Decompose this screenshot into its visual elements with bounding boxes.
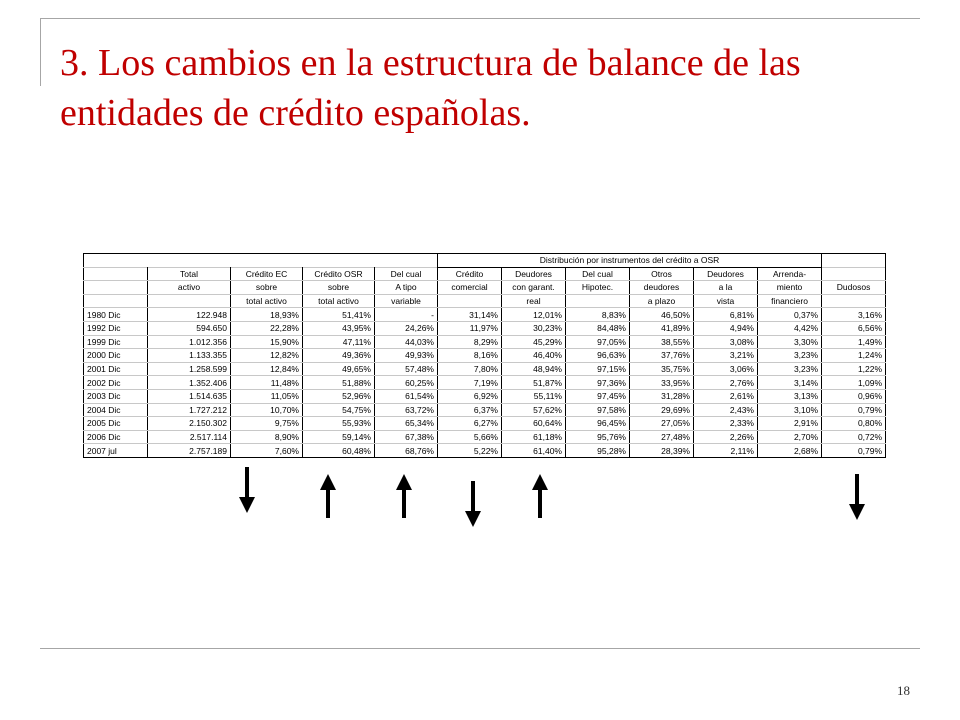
arrow-down-icon xyxy=(239,467,255,513)
column-header xyxy=(822,267,886,281)
table-cell: 2.757.189 xyxy=(148,444,231,458)
table-cell: 15,90% xyxy=(231,335,303,349)
table-cell: 65,34% xyxy=(375,417,438,431)
table-cell: 7,19% xyxy=(438,376,502,390)
table-cell: 96,45% xyxy=(566,417,630,431)
table-cell: 3,10% xyxy=(758,403,822,417)
table-cell: 4,42% xyxy=(758,321,822,335)
table-cell: 3,30% xyxy=(758,335,822,349)
row-label: 1999 Dic xyxy=(84,335,148,349)
table-cell: 7,80% xyxy=(438,362,502,376)
column-header: total activo xyxy=(231,294,303,308)
table-cell: 0,79% xyxy=(822,403,886,417)
table-cell: 97,45% xyxy=(566,389,630,403)
table-cell: 61,18% xyxy=(502,430,566,444)
table-cell: 8,29% xyxy=(438,335,502,349)
table-cell: 41,89% xyxy=(630,321,694,335)
table-cell: 2.517.114 xyxy=(148,430,231,444)
table-cell: 97,05% xyxy=(566,335,630,349)
row-label-header xyxy=(84,294,148,308)
table-cell: 43,95% xyxy=(303,321,375,335)
table-cell: 2,11% xyxy=(694,444,758,458)
table-cell: 2,68% xyxy=(758,444,822,458)
column-header-row xyxy=(84,281,886,295)
arrow-up-icon xyxy=(320,474,336,518)
table-cell: 24,26% xyxy=(375,321,438,335)
table-cell: 2,76% xyxy=(694,376,758,390)
table-row xyxy=(84,335,886,349)
column-header: Crédito EC xyxy=(231,267,303,281)
table-cell: 67,38% xyxy=(375,430,438,444)
table-cell: 60,64% xyxy=(502,417,566,431)
arrow-down-icon xyxy=(465,481,481,527)
table-cell: 31,28% xyxy=(630,389,694,403)
table-cell: 30,23% xyxy=(502,321,566,335)
table-cell: 3,23% xyxy=(758,362,822,376)
row-label: 2003 Dic xyxy=(84,389,148,403)
table-cell: 60,48% xyxy=(303,444,375,458)
table-cell: 31,14% xyxy=(438,308,502,322)
corner-cell xyxy=(84,254,148,268)
table-cell: 5,66% xyxy=(438,430,502,444)
table-cell: 6,37% xyxy=(438,403,502,417)
column-header: activo xyxy=(148,281,231,295)
column-header: a plazo xyxy=(630,294,694,308)
table-cell: 0,96% xyxy=(822,389,886,403)
column-header: Deudores xyxy=(694,267,758,281)
table-cell: 48,94% xyxy=(502,362,566,376)
table-cell: 12,84% xyxy=(231,362,303,376)
table-cell: 97,15% xyxy=(566,362,630,376)
table-cell: 18,93% xyxy=(231,308,303,322)
table-cell: 0,79% xyxy=(822,444,886,458)
row-label-header xyxy=(84,267,148,281)
slide-title: 3. Los cambios en la estructura de balance de las entidades de crédito españolas. xyxy=(60,42,801,134)
column-header: Del cual xyxy=(566,267,630,281)
table-row xyxy=(84,362,886,376)
table-cell: 37,76% xyxy=(630,349,694,363)
row-label: 2001 Dic xyxy=(84,362,148,376)
table-cell: 51,87% xyxy=(502,376,566,390)
table-cell: 6,56% xyxy=(822,321,886,335)
table-cell: 28,39% xyxy=(630,444,694,458)
table-row xyxy=(84,444,886,458)
table-cell: 11,97% xyxy=(438,321,502,335)
column-header xyxy=(566,294,630,308)
column-header: variable xyxy=(375,294,438,308)
table-row xyxy=(84,308,886,322)
table-cell: 8,90% xyxy=(231,430,303,444)
table-cell: - xyxy=(375,308,438,322)
table-row xyxy=(84,349,886,363)
table-cell: 12,82% xyxy=(231,349,303,363)
table-cell: 1,22% xyxy=(822,362,886,376)
row-label: 2000 Dic xyxy=(84,349,148,363)
table-cell: 27,48% xyxy=(630,430,694,444)
table-cell: 27,05% xyxy=(630,417,694,431)
table-cell: 10,70% xyxy=(231,403,303,417)
table-cell: 22,28% xyxy=(231,321,303,335)
table-row xyxy=(84,417,886,431)
row-label: 2005 Dic xyxy=(84,417,148,431)
table-cell: 49,36% xyxy=(303,349,375,363)
table-cell: 0,80% xyxy=(822,417,886,431)
table-cell: 33,95% xyxy=(630,376,694,390)
table-cell: 95,28% xyxy=(566,444,630,458)
table-cell: 3,16% xyxy=(822,308,886,322)
column-header: total activo xyxy=(303,294,375,308)
column-header: Del cual xyxy=(375,267,438,281)
table-cell: 8,16% xyxy=(438,349,502,363)
table-cell: 6,92% xyxy=(438,389,502,403)
table-cell: 1.012.356 xyxy=(148,335,231,349)
column-header: Crédito xyxy=(438,267,502,281)
table-cell: 60,25% xyxy=(375,376,438,390)
table-cell: 95,76% xyxy=(566,430,630,444)
table-cell: 11,05% xyxy=(231,389,303,403)
table-row xyxy=(84,389,886,403)
table-cell: 2,26% xyxy=(694,430,758,444)
page-number: 18 xyxy=(897,683,910,698)
table-cell: 45,29% xyxy=(502,335,566,349)
table-cell: 3,08% xyxy=(694,335,758,349)
table-cell: 1,24% xyxy=(822,349,886,363)
row-label: 1992 Dic xyxy=(84,321,148,335)
table-cell: 46,50% xyxy=(630,308,694,322)
column-header: Hipotec. xyxy=(566,281,630,295)
column-header: sobre xyxy=(303,281,375,295)
balance-structure-table xyxy=(83,253,886,458)
table-cell: 59,14% xyxy=(303,430,375,444)
column-header-row xyxy=(84,267,886,281)
table-cell: 97,58% xyxy=(566,403,630,417)
column-header: a la xyxy=(694,281,758,295)
arrow-up-icon xyxy=(396,474,412,518)
table-cell: 1.727.212 xyxy=(148,403,231,417)
table-cell: 7,60% xyxy=(231,444,303,458)
row-label: 2004 Dic xyxy=(84,403,148,417)
column-header: Dudosos xyxy=(822,281,886,295)
table-cell: 3,14% xyxy=(758,376,822,390)
table-row xyxy=(84,321,886,335)
table-row xyxy=(84,403,886,417)
column-header: financiero xyxy=(758,294,822,308)
table-cell: 2,61% xyxy=(694,389,758,403)
table-cell: 51,41% xyxy=(303,308,375,322)
table-cell: 61,40% xyxy=(502,444,566,458)
table-cell: 0,37% xyxy=(758,308,822,322)
table-cell: 35,75% xyxy=(630,362,694,376)
table-cell: 44,03% xyxy=(375,335,438,349)
table-row xyxy=(84,376,886,390)
column-header: comercial xyxy=(438,281,502,295)
table-cell: 47,11% xyxy=(303,335,375,349)
column-header: con garant. xyxy=(502,281,566,295)
table-cell: 49,93% xyxy=(375,349,438,363)
left-accent-line xyxy=(40,18,41,86)
column-header xyxy=(822,294,886,308)
table-cell: 2,33% xyxy=(694,417,758,431)
column-header: deudores xyxy=(630,281,694,295)
table-cell: 49,65% xyxy=(303,362,375,376)
table-row xyxy=(84,430,886,444)
table-cell: 1,49% xyxy=(822,335,886,349)
column-header: real xyxy=(502,294,566,308)
row-label-header xyxy=(84,281,148,295)
column-header: A tipo xyxy=(375,281,438,295)
row-label: 2002 Dic xyxy=(84,376,148,390)
column-header: Total xyxy=(148,267,231,281)
table-cell: 54,75% xyxy=(303,403,375,417)
table-cell: 51,88% xyxy=(303,376,375,390)
table-cell: 63,72% xyxy=(375,403,438,417)
table-cell: 3,06% xyxy=(694,362,758,376)
table-cell: 52,96% xyxy=(303,389,375,403)
table-cell: 84,48% xyxy=(566,321,630,335)
table-cell: 3,21% xyxy=(694,349,758,363)
table-cell: 3,23% xyxy=(758,349,822,363)
column-header xyxy=(438,294,502,308)
table-cell: 2,70% xyxy=(758,430,822,444)
table-cell: 4,94% xyxy=(694,321,758,335)
table-cell: 9,75% xyxy=(231,417,303,431)
column-header: Otros xyxy=(630,267,694,281)
column-header: Arrenda- xyxy=(758,267,822,281)
arrow-up-icon xyxy=(532,474,548,518)
column-header: sobre xyxy=(231,281,303,295)
row-label: 2006 Dic xyxy=(84,430,148,444)
table-cell: 2,91% xyxy=(758,417,822,431)
table-cell: 1.352.406 xyxy=(148,376,231,390)
table-cell: 2.150.302 xyxy=(148,417,231,431)
arrow-down-icon xyxy=(849,474,865,520)
table-cell: 96,63% xyxy=(566,349,630,363)
table-cell: 57,48% xyxy=(375,362,438,376)
table-cell: 46,40% xyxy=(502,349,566,363)
table-cell: 5,22% xyxy=(438,444,502,458)
table-cell: 12,01% xyxy=(502,308,566,322)
table-cell: 1.133.355 xyxy=(148,349,231,363)
table-cell: 3,13% xyxy=(758,389,822,403)
group-header-row xyxy=(84,254,886,268)
table-cell: 55,11% xyxy=(502,389,566,403)
table-cell: 57,62% xyxy=(502,403,566,417)
table-cell: 1.258.599 xyxy=(148,362,231,376)
bottom-divider xyxy=(40,648,920,649)
column-header: Deudores xyxy=(502,267,566,281)
column-header: Crédito OSR xyxy=(303,267,375,281)
table-cell: 122.948 xyxy=(148,308,231,322)
table-cell: 55,93% xyxy=(303,417,375,431)
column-header: miento xyxy=(758,281,822,295)
table-cell: 0,72% xyxy=(822,430,886,444)
table-cell: 97,36% xyxy=(566,376,630,390)
row-label: 2007 jul xyxy=(84,444,148,458)
column-header-row xyxy=(84,294,886,308)
column-header xyxy=(148,294,231,308)
table-cell: 68,76% xyxy=(375,444,438,458)
table-cell: 1,09% xyxy=(822,376,886,390)
table-cell: 61,54% xyxy=(375,389,438,403)
table-cell: 8,83% xyxy=(566,308,630,322)
top-divider xyxy=(40,18,920,19)
group-header: Distribución por instrumentos del crédito a OSR xyxy=(438,254,822,268)
table-cell: 2,43% xyxy=(694,403,758,417)
table-cell: 38,55% xyxy=(630,335,694,349)
table-cell: 6,81% xyxy=(694,308,758,322)
table-cell: 6,27% xyxy=(438,417,502,431)
table-cell: 29,69% xyxy=(630,403,694,417)
column-header: vista xyxy=(694,294,758,308)
row-label: 1980 Dic xyxy=(84,308,148,322)
table-cell: 11,48% xyxy=(231,376,303,390)
table-cell: 1.514.635 xyxy=(148,389,231,403)
table-cell: 594.650 xyxy=(148,321,231,335)
